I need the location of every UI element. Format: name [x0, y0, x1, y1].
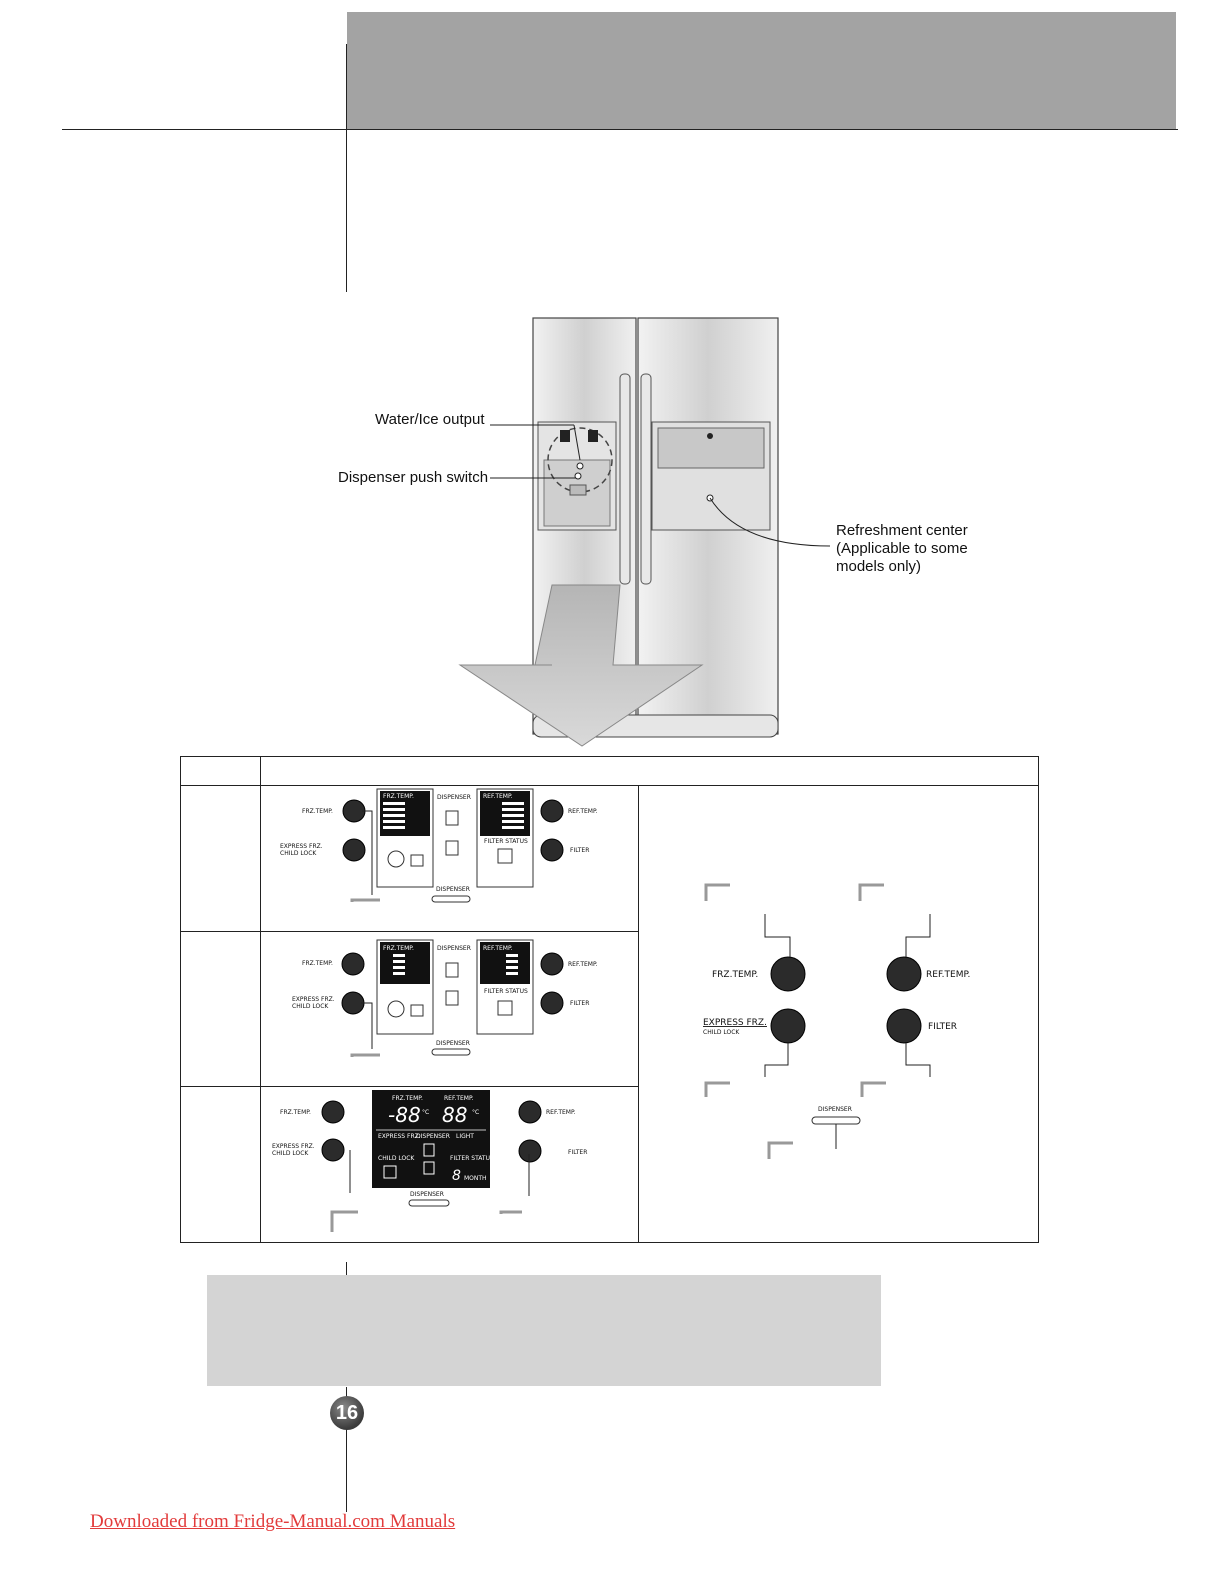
water-ice-output-label: Water/Ice output: [375, 411, 485, 428]
ref-unit: °C: [472, 1109, 480, 1116]
frz-temp-label: FRZ.TEMP.: [712, 970, 759, 980]
frz-digits: -88: [388, 1103, 421, 1127]
child-lock-label: CHILD LOCK: [280, 850, 317, 857]
frz-temp-button[interactable]: [343, 800, 365, 822]
frz-temp-label: FRZ.TEMP.: [302, 960, 333, 967]
frz-temp-button[interactable]: [771, 957, 805, 991]
ref-temp-button[interactable]: [541, 800, 563, 822]
water-icon: [446, 841, 458, 855]
display-dispenser: DISPENSER: [416, 1133, 450, 1140]
dispenser-label: DISPENSER: [436, 886, 470, 893]
express-frz-button[interactable]: [342, 992, 364, 1014]
table-row-rule-1: [181, 931, 638, 932]
express-frz-label: EXPRESS FRZ.: [272, 1143, 315, 1150]
child-lock-label: CHILD LOCK: [703, 1029, 740, 1036]
control-panel-model-1: [262, 787, 637, 930]
frz-temp-button[interactable]: [342, 953, 364, 975]
dispenser-title: DISPENSER: [437, 945, 471, 952]
display-months: MONTH: [464, 1175, 487, 1182]
footer-download-link[interactable]: Downloaded from Fridge-Manual.com Manuals: [90, 1511, 456, 1532]
ref-temp-label: REF.TEMP.: [568, 961, 598, 968]
child-lock-label: CHILD LOCK: [292, 1003, 329, 1010]
ice-icon: [446, 963, 458, 977]
display-ref-temp: REF.TEMP.: [483, 793, 513, 800]
note-box: [207, 1275, 881, 1386]
filter-icon: [498, 849, 512, 863]
display-light: LIGHT: [456, 1133, 474, 1140]
dispenser-button[interactable]: [812, 1117, 860, 1124]
table-row-rule-2: [181, 1086, 638, 1087]
refreshment-center-line1: Refreshment center: [836, 522, 968, 539]
ref-temp-label: REF.TEMP.: [568, 808, 598, 815]
section-divider: [346, 44, 347, 292]
display-frz-temp: FRZ.TEMP.: [383, 945, 414, 952]
filter-status-label: FILTER STATUS: [484, 838, 528, 845]
table-col-divider-2: [638, 786, 639, 1242]
water-icon: [446, 991, 458, 1005]
refreshment-center-label: [836, 522, 968, 576]
filter-label: FILTER: [570, 1000, 590, 1007]
ice-icon: [446, 811, 458, 825]
filter-label: FILTER: [570, 847, 590, 854]
dispenser-button[interactable]: [409, 1200, 449, 1206]
page-number: 16: [330, 1396, 364, 1430]
refreshment-center-line3: models only): [836, 558, 922, 575]
frz-temp-label: FRZ.TEMP.: [302, 808, 333, 815]
lock-icon: [411, 1005, 423, 1016]
display-express-frz: EXPRESS FRZ.: [378, 1133, 421, 1140]
display-ref-temp: REF.TEMP.: [444, 1095, 474, 1102]
dispenser-button[interactable]: [432, 896, 470, 902]
display-ref-temp: REF.TEMP.: [483, 945, 513, 952]
control-panel-model-2: [262, 933, 637, 1085]
express-frz-icon: [388, 851, 404, 867]
express-frz-button[interactable]: [771, 1009, 805, 1043]
filter-button[interactable]: [541, 992, 563, 1014]
ref-temp-label: REF.TEMP.: [546, 1109, 576, 1116]
frz-temp-button[interactable]: [322, 1101, 344, 1123]
filter-status-label: FILTER STATUS: [484, 988, 528, 995]
header-bar: [347, 12, 1176, 130]
table-header-rule: [181, 785, 1038, 786]
ref-temp-label: REF.TEMP.: [926, 970, 971, 980]
lock-icon: [411, 855, 423, 866]
filter-label: FILTER: [568, 1149, 588, 1156]
refreshment-center-line2: (Applicable to some: [836, 540, 968, 557]
filter-icon: [498, 1001, 512, 1015]
express-frz-button[interactable]: [322, 1139, 344, 1161]
display-frz-temp: FRZ.TEMP.: [392, 1095, 423, 1102]
lower-divider-top: [346, 1262, 347, 1276]
express-frz-label: EXPRESS FRZ.: [703, 1018, 767, 1028]
control-buttons-detail: [640, 787, 1036, 1239]
display-filter-status: FILTER STATUS: [450, 1155, 494, 1162]
dispenser-label: DISPENSER: [436, 1040, 470, 1047]
express-frz-icon: [388, 1001, 404, 1017]
table-col-divider-1: [260, 757, 261, 1242]
filter-digit: 8: [452, 1168, 461, 1184]
display-frz-temp: FRZ.TEMP.: [383, 793, 414, 800]
ref-digits: 88: [442, 1103, 468, 1127]
dispenser-title: DISPENSER: [437, 794, 471, 801]
filter-button[interactable]: [541, 839, 563, 861]
dispenser-label: DISPENSER: [818, 1106, 852, 1113]
ref-temp-button[interactable]: [541, 953, 563, 975]
header-rule: [62, 129, 1178, 130]
child-lock-label: CHILD LOCK: [272, 1150, 309, 1157]
control-panel-model-3: [262, 1088, 637, 1240]
filter-label: FILTER: [928, 1022, 958, 1032]
express-frz-label: EXPRESS FRZ.: [280, 843, 323, 850]
express-frz-label: EXPRESS FRZ.: [292, 996, 335, 1003]
dispenser-push-switch-label: Dispenser push switch: [338, 469, 489, 486]
express-frz-button[interactable]: [343, 839, 365, 861]
filter-button[interactable]: [519, 1140, 541, 1162]
frz-temp-label: FRZ.TEMP.: [280, 1109, 311, 1116]
display-child-lock: CHILD LOCK: [378, 1155, 415, 1162]
ref-temp-button[interactable]: [519, 1101, 541, 1123]
dispenser-label: DISPENSER: [410, 1191, 444, 1198]
filter-button[interactable]: [887, 1009, 921, 1043]
dispenser-button[interactable]: [432, 1049, 470, 1055]
ref-temp-button[interactable]: [887, 957, 921, 991]
frz-unit: °C: [422, 1109, 430, 1116]
